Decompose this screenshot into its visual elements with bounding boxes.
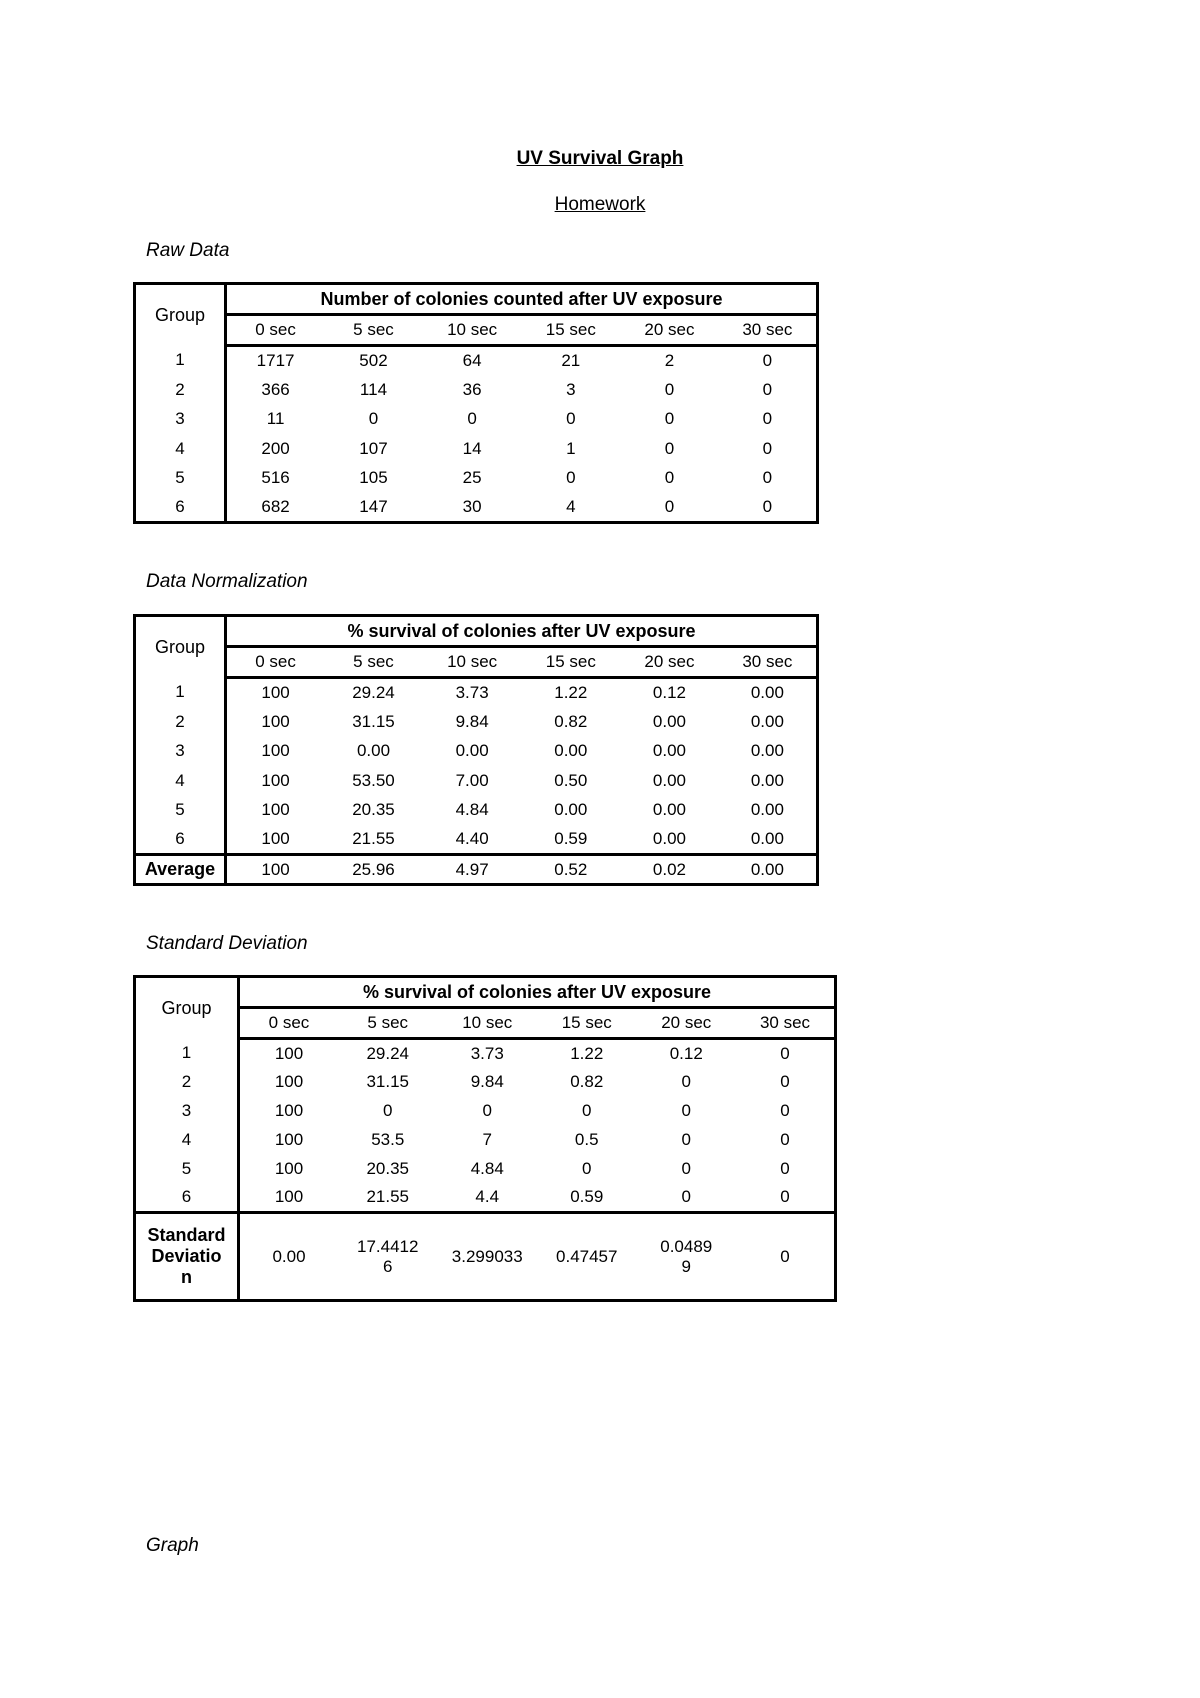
- value-cell: 3.73: [470, 1043, 504, 1063]
- table-row: [135, 1184, 836, 1213]
- standard-deviation-label: Standard Deviation: [146, 933, 308, 954]
- table-row: [135, 766, 818, 796]
- value-cell: 0: [681, 1130, 691, 1150]
- value-cell: 0.00: [652, 770, 686, 790]
- table-row: [135, 1155, 836, 1184]
- value-cell: 0: [681, 1101, 691, 1121]
- value-cell: 0: [482, 1101, 492, 1121]
- footer-value-cell: 17.4412 6: [338, 1213, 438, 1301]
- column-header: 5 sec: [324, 315, 423, 346]
- footer-value-cell: 0: [736, 1213, 836, 1301]
- value-cell: 0.00: [750, 683, 784, 703]
- column-header: 10 sec: [438, 1008, 538, 1039]
- value-cell: 682: [261, 497, 290, 517]
- group-cell: 2: [135, 707, 226, 737]
- value-cell: 0.50: [554, 770, 588, 790]
- group-cell: 4: [135, 1126, 239, 1155]
- column-header: 30 sec: [736, 1008, 836, 1039]
- value-cell: 100: [274, 1072, 304, 1092]
- footer-value-cell: 3.299033: [438, 1213, 538, 1301]
- column-header: 10 sec: [423, 647, 522, 678]
- value-cell: 200: [261, 438, 290, 458]
- value-cell: 100: [274, 1043, 304, 1063]
- value-cell: 0: [582, 1159, 592, 1179]
- value-cell: 20.35: [352, 800, 395, 820]
- value-cell: 0: [664, 409, 675, 429]
- value-cell: 30: [462, 497, 482, 517]
- table-row: [135, 796, 818, 826]
- column-header: 0 sec: [239, 1008, 339, 1039]
- value-cell: 36: [462, 379, 482, 399]
- value-cell: 31.15: [366, 1072, 410, 1092]
- value-cell: 0: [762, 351, 773, 371]
- value-cell: 0: [762, 379, 773, 399]
- column-header: 0 sec: [226, 647, 325, 678]
- value-cell: 0.82: [554, 711, 588, 731]
- value-cell: 100: [274, 1187, 304, 1207]
- value-cell: 0.00: [554, 800, 588, 820]
- value-cell: 0.00: [750, 741, 784, 761]
- table-row: [135, 825, 818, 855]
- value-cell: 516: [261, 468, 290, 488]
- column-header: 0 sec: [226, 315, 325, 346]
- value-cell: 0.00: [750, 829, 784, 849]
- data-normalization-label: Data Normalization: [146, 571, 308, 592]
- value-cell: 114: [359, 379, 388, 399]
- value-cell: 0: [664, 468, 675, 488]
- column-header: 30 sec: [719, 315, 818, 346]
- value-cell: 100: [261, 683, 290, 703]
- footer-value-cell: 0.47457: [537, 1213, 637, 1301]
- group-cell: 3: [135, 405, 226, 435]
- value-cell: 4.40: [455, 829, 489, 849]
- group-cell: 6: [135, 825, 226, 855]
- footer-value-cell: 0.00: [239, 1213, 339, 1301]
- value-cell: 14: [462, 438, 482, 458]
- column-header: 15 sec: [537, 1008, 637, 1039]
- value-cell: 0.00: [652, 741, 686, 761]
- value-cell: 502: [359, 351, 388, 371]
- footer-value-cell: 100: [226, 855, 325, 885]
- value-cell: 0.00: [554, 741, 588, 761]
- table-span-header: % survival of colonies after UV exposure: [239, 977, 836, 1008]
- value-cell: 29.24: [366, 1043, 410, 1063]
- value-cell: 0.00: [356, 741, 391, 761]
- group-header: Group: [135, 284, 226, 346]
- value-cell: 0: [582, 1101, 592, 1121]
- footer-value-cell: 4.97: [423, 855, 522, 885]
- group-header: Group: [135, 616, 226, 678]
- column-header: 10 sec: [423, 315, 522, 346]
- value-cell: 0: [780, 1130, 790, 1150]
- value-cell: 20.35: [366, 1159, 410, 1179]
- value-cell: 3.73: [455, 683, 489, 703]
- value-cell: 100: [261, 711, 290, 731]
- raw-data-table: [133, 282, 819, 524]
- value-cell: 21.55: [352, 829, 395, 849]
- value-cell: 53.5: [371, 1130, 405, 1150]
- column-header: 20 sec: [637, 1008, 737, 1039]
- table-row: [135, 375, 818, 405]
- footer-value-cell: 25.96: [324, 855, 423, 885]
- group-cell: 5: [135, 464, 226, 494]
- table-row: [135, 737, 818, 767]
- value-cell: 1: [566, 438, 576, 458]
- value-cell: 7: [482, 1130, 492, 1150]
- table-row: [135, 1126, 836, 1155]
- value-cell: 9.84: [455, 711, 489, 731]
- value-cell: 2: [664, 351, 675, 371]
- footer-row: [135, 1213, 836, 1301]
- standard-deviation-table: [133, 975, 837, 1302]
- value-cell: 21.55: [366, 1187, 410, 1207]
- table-row: [135, 1097, 836, 1126]
- raw-data-label: Raw Data: [146, 240, 230, 261]
- value-cell: 0: [467, 409, 477, 429]
- table-row: [135, 1039, 836, 1068]
- value-cell: 0: [762, 468, 773, 488]
- value-cell: 0.00: [750, 711, 784, 731]
- value-cell: 0.00: [652, 711, 686, 731]
- value-cell: 100: [261, 829, 290, 849]
- value-cell: 0: [681, 1187, 691, 1207]
- footer-label-cell: Average: [135, 855, 226, 885]
- value-cell: 0.00: [652, 829, 686, 849]
- footer-value-cell: 0.52: [521, 855, 620, 885]
- value-cell: 0: [780, 1187, 790, 1207]
- group-cell: 4: [135, 766, 226, 796]
- group-cell: 4: [135, 434, 226, 464]
- table-row: [135, 346, 818, 376]
- value-cell: 0: [780, 1159, 790, 1179]
- group-cell: 3: [135, 1097, 239, 1126]
- value-cell: 0.59: [554, 829, 588, 849]
- value-cell: 4.84: [470, 1159, 504, 1179]
- table-row: [135, 1068, 836, 1097]
- value-cell: 0: [780, 1043, 790, 1063]
- value-cell: 4.4: [475, 1187, 500, 1207]
- value-cell: 0: [664, 379, 675, 399]
- group-cell: 1: [135, 346, 226, 376]
- value-cell: 366: [261, 379, 290, 399]
- value-cell: 3: [566, 379, 576, 399]
- footer-row: [135, 855, 818, 885]
- value-cell: 1.22: [570, 1043, 604, 1063]
- group-cell: 2: [135, 375, 226, 405]
- value-cell: 0: [664, 438, 675, 458]
- value-cell: 0: [566, 468, 576, 488]
- table-row: [135, 434, 818, 464]
- document-title: UV Survival Graph: [516, 148, 684, 169]
- value-cell: 0: [762, 438, 773, 458]
- value-cell: 1717: [256, 351, 295, 371]
- value-cell: 0.5: [574, 1130, 599, 1150]
- value-cell: 0.00: [455, 741, 489, 761]
- value-cell: 100: [261, 741, 290, 761]
- graph-label: Graph: [146, 1535, 199, 1556]
- table-row: [135, 405, 818, 435]
- footer-value-cell: 0.00: [719, 855, 818, 885]
- value-cell: 4: [566, 497, 576, 517]
- value-cell: 0: [681, 1159, 691, 1179]
- value-cell: 100: [261, 800, 290, 820]
- value-cell: 105: [359, 468, 388, 488]
- value-cell: 0: [664, 497, 675, 517]
- value-cell: 9.84: [470, 1072, 504, 1092]
- column-header: 15 sec: [521, 647, 620, 678]
- value-cell: 11: [266, 409, 285, 429]
- group-cell: 5: [135, 796, 226, 826]
- value-cell: 0: [566, 409, 576, 429]
- value-cell: 0: [681, 1072, 691, 1092]
- value-cell: 0: [780, 1072, 790, 1092]
- value-cell: 0.12: [652, 683, 686, 703]
- footer-value-cell: 0.02: [620, 855, 719, 885]
- value-cell: 100: [261, 770, 290, 790]
- column-header: 30 sec: [719, 647, 818, 678]
- value-cell: 0: [780, 1101, 790, 1121]
- value-cell: 147: [359, 497, 388, 517]
- value-cell: 4.84: [455, 800, 489, 820]
- value-cell: 1.22: [554, 683, 588, 703]
- group-cell: 3: [135, 737, 226, 767]
- column-header: 5 sec: [324, 647, 423, 678]
- value-cell: 0: [383, 1101, 393, 1121]
- value-cell: 0.00: [750, 770, 784, 790]
- group-cell: 6: [135, 493, 226, 523]
- column-header: 15 sec: [521, 315, 620, 346]
- footer-label-cell: Standard Deviatio n: [135, 1213, 239, 1301]
- table-span-header: % survival of colonies after UV exposure: [226, 616, 818, 647]
- value-cell: 0: [762, 409, 773, 429]
- value-cell: 0.00: [652, 800, 686, 820]
- value-cell: 64: [462, 351, 482, 371]
- column-header: 20 sec: [620, 315, 719, 346]
- column-header: 5 sec: [338, 1008, 438, 1039]
- value-cell: 0.82: [570, 1072, 604, 1092]
- table-row: [135, 707, 818, 737]
- value-cell: 31.15: [352, 711, 395, 731]
- value-cell: 107: [359, 438, 388, 458]
- value-cell: 21: [561, 351, 581, 371]
- table-row: [135, 678, 818, 708]
- value-cell: 53.50: [352, 770, 395, 790]
- value-cell: 100: [274, 1159, 304, 1179]
- group-cell: 5: [135, 1155, 239, 1184]
- value-cell: 0: [368, 409, 379, 429]
- value-cell: 0: [762, 497, 773, 517]
- data-normalization-table: [133, 614, 819, 886]
- table-span-header: Number of colonies counted after UV exposure: [226, 284, 818, 315]
- footer-value-cell: 0.0489 9: [637, 1213, 737, 1301]
- value-cell: 100: [274, 1130, 304, 1150]
- group-cell: 1: [135, 678, 226, 708]
- table-row: [135, 464, 818, 494]
- group-cell: 2: [135, 1068, 239, 1097]
- column-header: 20 sec: [620, 647, 719, 678]
- value-cell: 0.00: [750, 800, 784, 820]
- value-cell: 25: [462, 468, 482, 488]
- value-cell: 0.12: [669, 1043, 703, 1063]
- group-header: Group: [135, 977, 239, 1039]
- value-cell: 7.00: [455, 770, 489, 790]
- value-cell: 0.59: [570, 1187, 604, 1207]
- table-row: [135, 493, 818, 523]
- value-cell: 100: [274, 1101, 304, 1121]
- group-cell: 1: [135, 1039, 239, 1068]
- value-cell: 29.24: [352, 683, 395, 703]
- document-subtitle: Homework: [554, 194, 646, 215]
- group-cell: 6: [135, 1184, 239, 1213]
